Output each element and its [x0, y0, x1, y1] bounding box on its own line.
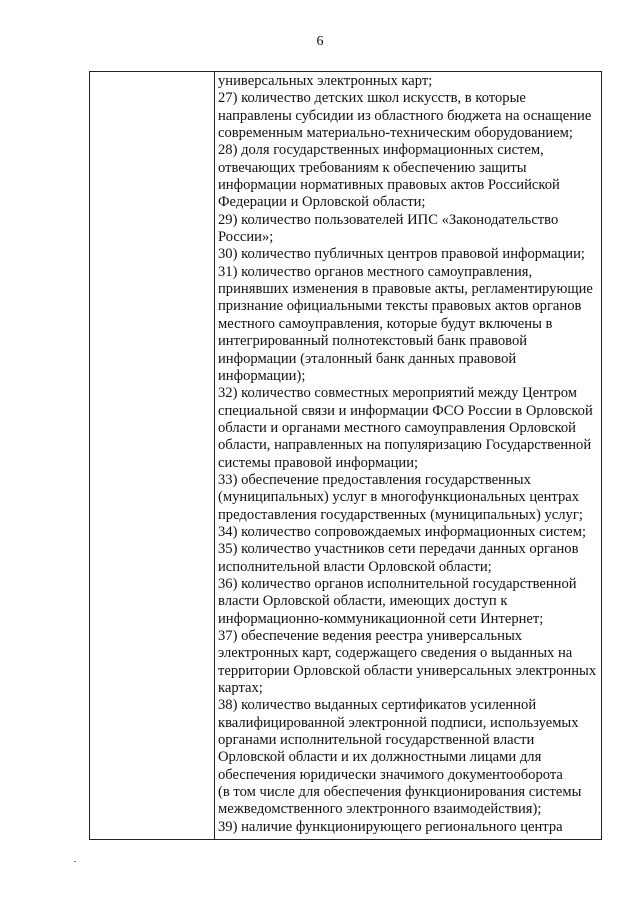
text-line: признание официальными тексты правовых актов органов [218, 298, 582, 315]
text-line: отвечающих требованиям к обеспечению защиты [218, 159, 527, 176]
table-text-cell [218, 73, 597, 836]
indicators-table [89, 71, 602, 840]
text-line: 31) количество органов местного самоуправления, [218, 263, 533, 280]
text-line: универсальных электронных карт; [218, 73, 433, 89]
text-line: информации нормативных правовых актов Российской [218, 177, 560, 194]
text-line: 39) наличие функционирующего регионального центра [218, 818, 563, 835]
text-line: 37) обеспечение ведения реестра универсальных [218, 628, 523, 644]
text-line: исполнительной власти Орловской области; [218, 558, 492, 575]
text-line: 36) количество органов исполнительной государственной [218, 575, 577, 592]
text-line: Орловской области и их должностными лицами для [218, 749, 542, 766]
text-line: 28) доля государственных информационных систем, [218, 142, 544, 159]
text-line: России»; [218, 229, 274, 246]
text-line: 29) количество пользователей ИПС «Законодательство [218, 211, 559, 228]
text-line: 27) количество детских школ искусств, в которые [218, 90, 526, 107]
text-line: предоставления государственных (муниципальных) услуг; [218, 506, 583, 523]
text-line: 33) обеспечение предоставления государственных [218, 471, 531, 488]
text-line: принявших изменения в правовые акты, регламентирующие [218, 281, 593, 298]
text-line: местного самоуправления, которые будут включены в [218, 315, 553, 332]
text-line: власти Орловской области, имеющих доступ к [218, 593, 508, 610]
page-number: 6 [316, 34, 324, 49]
text-line: интегрированный полнотекстовый банк правовой [218, 333, 528, 350]
text-line: информации (эталонный банк данных правовой [218, 350, 517, 367]
text-line: межведомственного электронного взаимодействия); [218, 801, 542, 818]
text-line: области, направленных на популяризацию Государственной [218, 437, 592, 454]
text-line: специальной связи и информации ФСО России в Орловской [218, 402, 593, 419]
text-line: 32) количество совместных мероприятий между Центром [218, 385, 578, 402]
text-line: картах; [218, 680, 263, 697]
scan-artifact [74, 861, 76, 862]
text-line: органами исполнительной государственной власти [218, 732, 535, 749]
text-line: Федерации и Орловской области; [218, 194, 426, 211]
text-line: (в том числе для обеспечения функционирования системы [218, 784, 582, 801]
text-line: области и органами местного самоуправления Орловской [218, 419, 576, 436]
text-line: информационно-коммуникационной сети Интернет; [218, 610, 544, 627]
text-line: обеспечения юридически значимого документооборота [218, 766, 563, 783]
text-line: квалифицированной электронной подписи, используемых [218, 714, 579, 731]
text-line: территории Орловской области универсальных электронных [218, 662, 597, 679]
table-left-cell [90, 72, 214, 839]
text-line: информации); [218, 367, 306, 384]
text-line: направлены субсидии из областного бюджета на оснащение [218, 107, 592, 124]
text-line: современным материально-техническим оборудованием; [218, 125, 573, 142]
text-line: системы правовой информации; [218, 454, 419, 471]
text-line: (муниципальных) услуг в многофункциональных центрах [218, 489, 580, 506]
text-line: 38) количество выданных сертификатов усиленной [218, 697, 537, 714]
text-line: 35) количество участников сети передачи данных органов [218, 541, 579, 558]
text-line: электронных карт, содержащего сведения о выданных на [218, 645, 573, 662]
text-line: 30) количество публичных центров правовой информации; [218, 246, 585, 263]
column-divider [214, 72, 215, 839]
text-line: 34) количество сопровождаемых информационных систем; [218, 523, 587, 540]
